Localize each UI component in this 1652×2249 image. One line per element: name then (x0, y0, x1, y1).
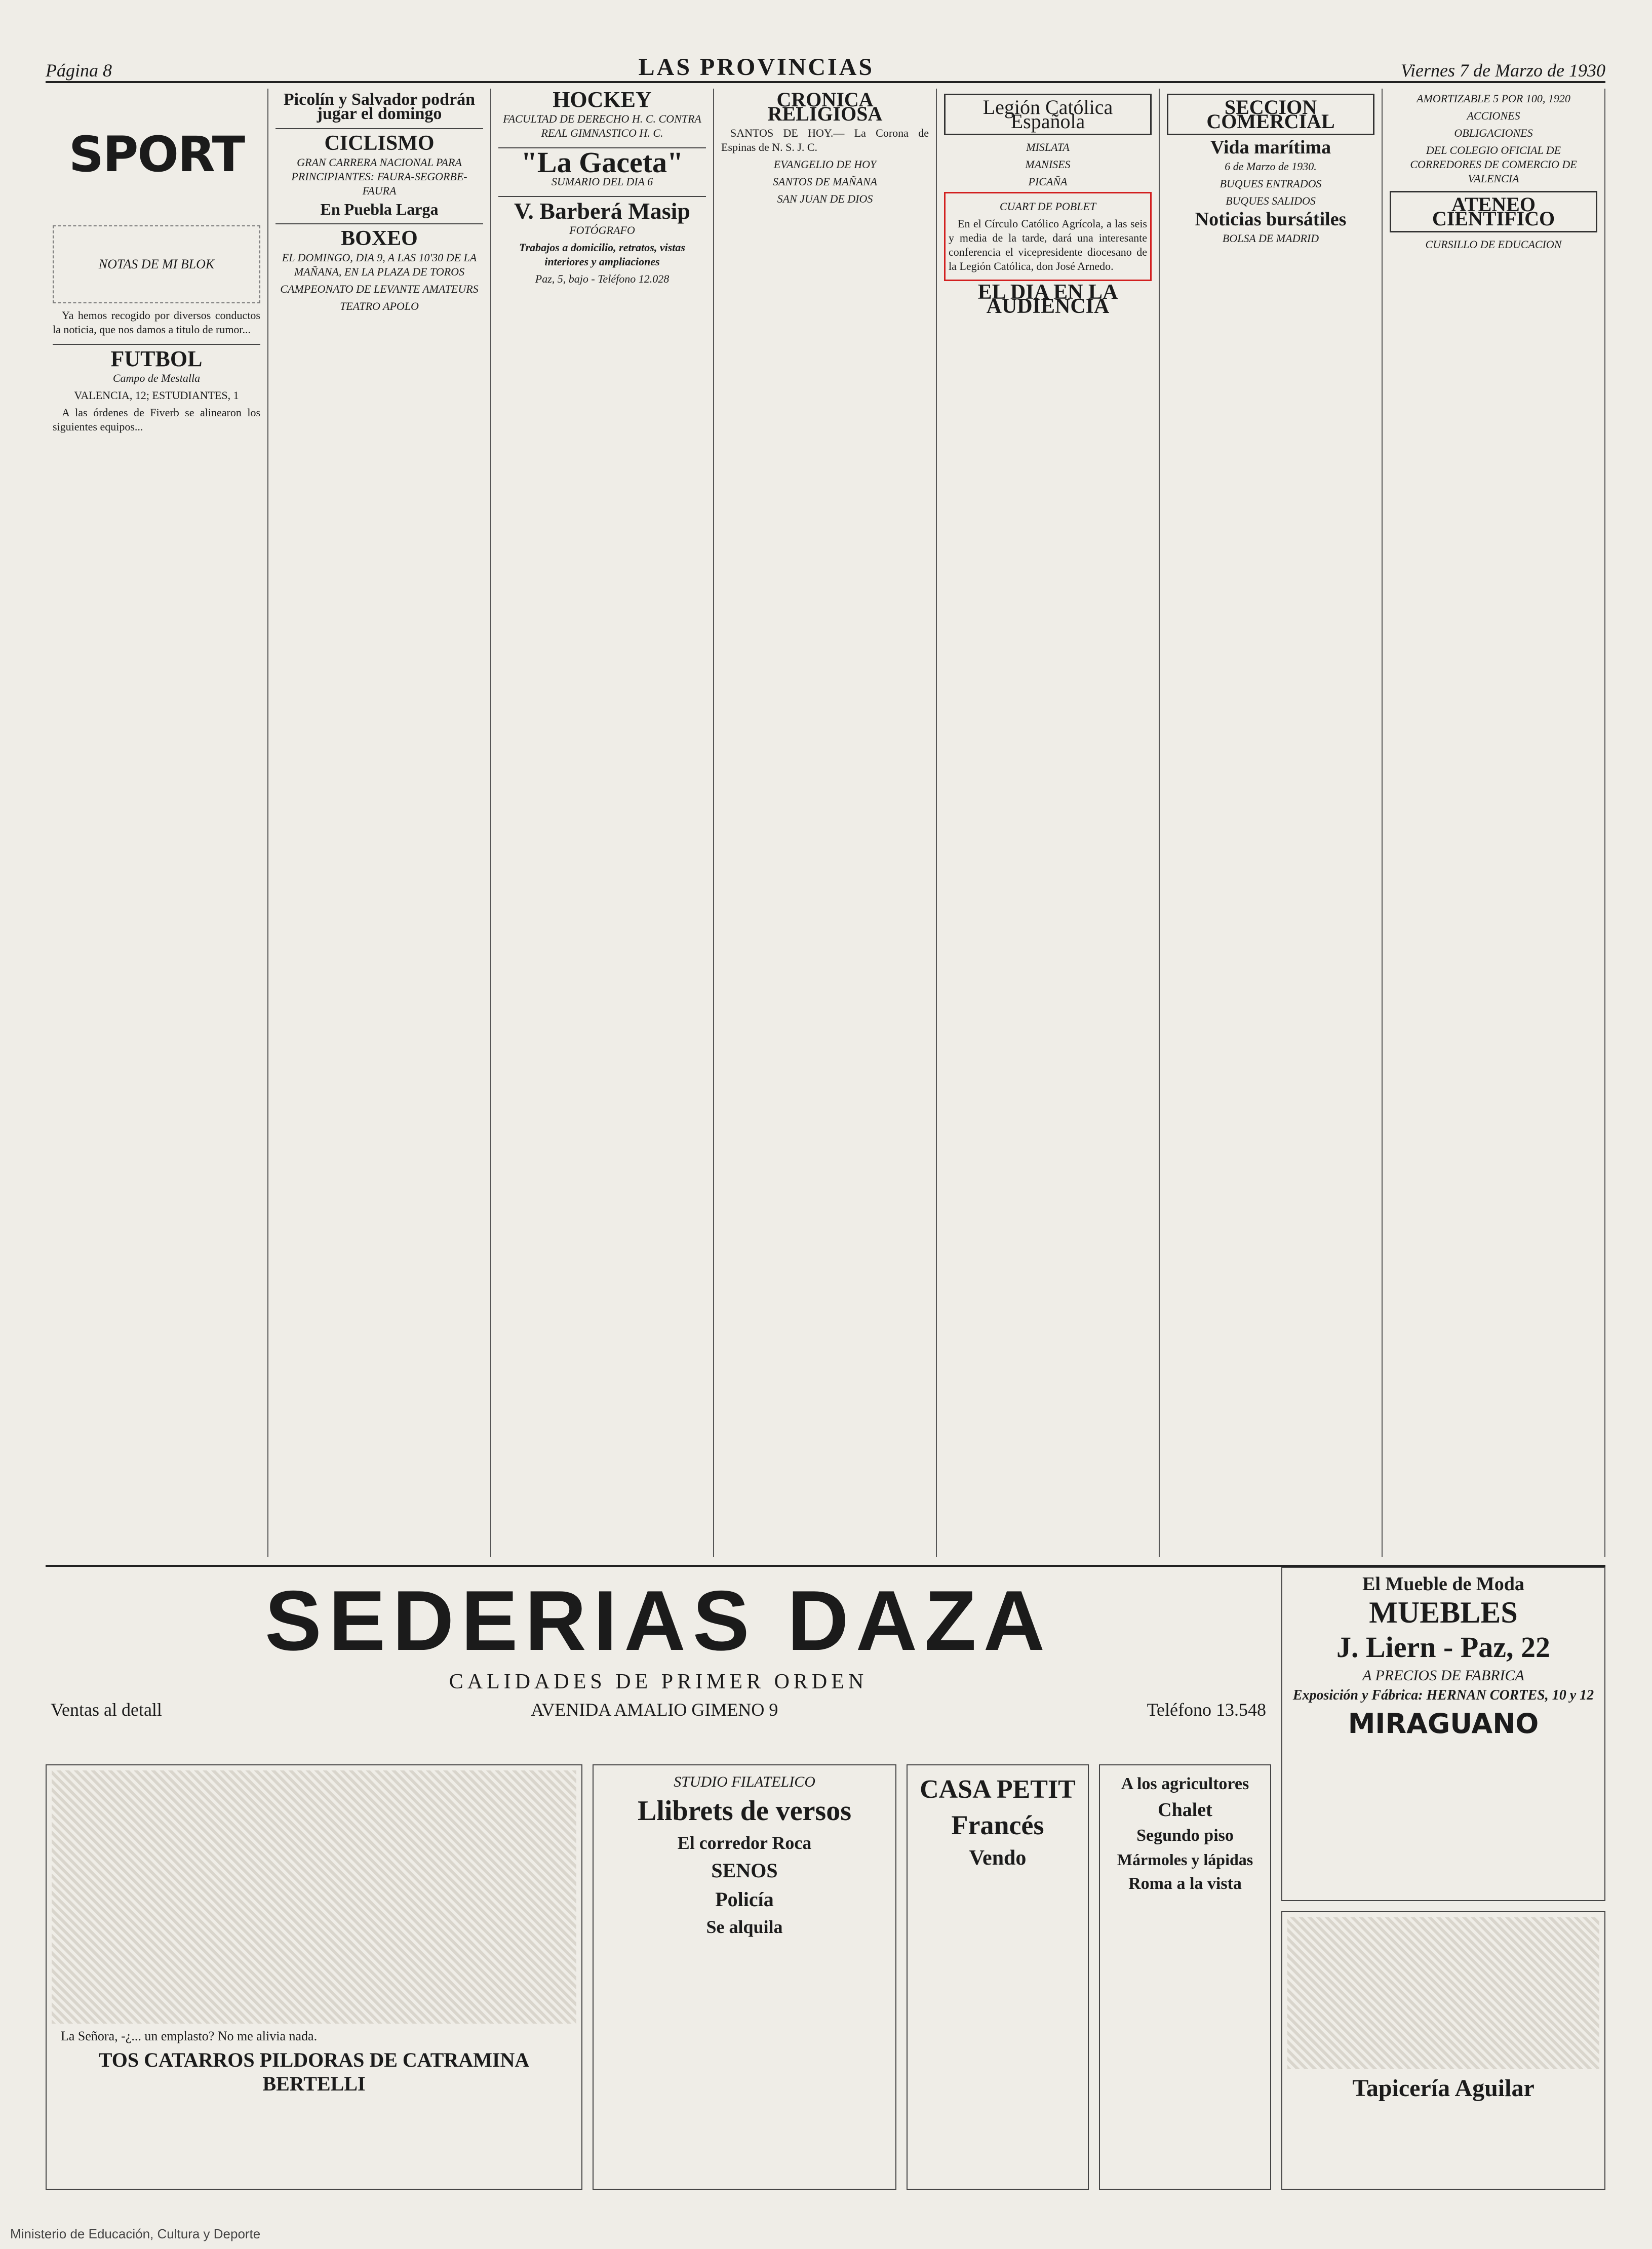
bolsa-madrid: BOLSA DE MADRID (1222, 232, 1319, 245)
se-alquila: Se alquila (706, 1917, 783, 1937)
santos-manana: SANTOS DE MAÑANA (772, 175, 878, 188)
tapiceria-ad (1281, 1911, 1605, 2190)
sport-intro: Ya hemos recogido por diversos conductos la noticia, que nos damos a titulo de rumor... (53, 309, 260, 336)
policia-ad: Policía (715, 1888, 774, 1911)
barbera-ad-body: Trabajos a domicilio, retratos, vistas interiores y ampliaciones (519, 241, 685, 268)
noticias-bursatiles: Noticias bursátiles (1195, 209, 1347, 230)
barbera-ad-role: FOTÓGRAFO (569, 224, 635, 236)
mislata-title: MISLATA (1026, 141, 1070, 153)
daza-subtitle: CALIDADES DE PRIMER ORDEN (449, 1670, 868, 1693)
muebles-title: MUEBLES (1369, 1596, 1518, 1629)
senos-ad: SENOS (711, 1859, 778, 1882)
boxing-subtitle: EL DOMINGO, DIA 9, A LAS 10'30 DE LA MAÑANA, EN LA PLAZA DE TOROS (282, 251, 477, 278)
mid-ads-2 (907, 1764, 1089, 2190)
emplasto-text: La Señora, -¿... un emplasto? No me alivia nada. (61, 2029, 318, 2043)
vida-date: 6 de Marzo de 1930. (1225, 160, 1317, 173)
cursillo-title: CURSILLO DE EDUCACION (1425, 238, 1562, 251)
cronica-title: CRONICA RELIGIOSA (767, 89, 883, 125)
teatro-apolo: TEATRO APOLO (340, 300, 419, 312)
sport-logo: SPORT (68, 126, 245, 183)
acciones-title: ACCIONES (1467, 109, 1520, 122)
gaceta-subtitle: SUMARIO DEL DIA 6 (551, 175, 653, 188)
page-number: Página 8 (46, 60, 112, 81)
picolin-headline: Picolín y Salvador podrán jugar el domingo (283, 90, 476, 123)
obligaciones-title: OBLIGACIONES (1454, 127, 1533, 139)
archive-note: Ministerio de Educación, Cultura y Deporte (10, 2226, 261, 2241)
cuart-de-poblet-block (944, 192, 1152, 281)
campo-title: Campo de Mestalla (112, 372, 201, 384)
divider (498, 196, 706, 197)
segundo-piso-ad: Segundo piso (1136, 1826, 1234, 1845)
buques-salidos: BUQUES SALIDOS (1226, 194, 1316, 207)
notas-logo: NOTAS DE MI BLOK (53, 225, 260, 303)
tapiceria-title: Tapicería Aguilar (1352, 2075, 1535, 2102)
catramina-title: TOS CATARROS PILDORAS DE CATRAMINA BERTELLI (98, 2048, 530, 2095)
legion-title: Legión Católica Española (944, 94, 1152, 135)
barbera-ad-name: V. Barberá Masip (514, 198, 690, 224)
futbol-title: FUTBOL (110, 346, 203, 371)
column-2 (268, 89, 491, 1557)
audiencia-title: EL DIA EN LA AUDIENCIA (977, 281, 1118, 318)
hockey-subtitle: FACULTAD DE DERECHO H. C. CONTRA REAL GIMNASTICO H. C. (503, 112, 701, 139)
divider (276, 128, 483, 129)
roma-ad: Roma a la vista (1128, 1874, 1242, 1893)
commercial-title: SECCION COMERCIAL (1167, 94, 1374, 135)
divider (276, 223, 483, 224)
evangelio-title: EVANGELIO DE HOY (773, 158, 877, 171)
mid-ads-3 (1099, 1764, 1271, 2190)
agricultores-ad: A los agricultores (1121, 1774, 1249, 1793)
hockey-title: HOCKEY (553, 89, 652, 112)
muebles-ad (1281, 1567, 1605, 1901)
mid-ads-1 (593, 1764, 896, 2190)
emplasto-illustration (52, 1770, 576, 2024)
ateneo-title: ATENEO CIENTIFICO (1390, 191, 1597, 232)
vida-maritima: Vida marítima (1210, 137, 1331, 158)
llibrets: Llibrets de versos (637, 1795, 852, 1827)
liern-expo: Exposición y Fábrica: HERNAN CORTES, 10 y 12 (1292, 1687, 1594, 1703)
frances-ad: Francés (951, 1810, 1044, 1840)
issue-date: Viernes 7 de Marzo de 1930 (1400, 60, 1605, 81)
column-6 (1160, 89, 1383, 1557)
cuart-body: En el Círculo Católico Agrícola, a las seis y media de la tarde, dará una interesante conferencia el vicepresidente diocesano de la Legión Católica, don José Arnedo. (949, 217, 1147, 272)
cuart-title: CUART DE POBLET (999, 200, 1096, 213)
armchair-illustration (1287, 1917, 1599, 2069)
daza-ad (46, 1567, 1271, 1759)
daza-phone: Teléfono 13.548 (1147, 1700, 1266, 1720)
boxeo-title: BOXEO (341, 227, 418, 250)
daza-address: AVENIDA AMALIO GIMENO 9 (531, 1700, 778, 1720)
match-score: VALENCIA, 12; ESTUDIANTES, 1 (74, 389, 239, 402)
vendo-ad: Vendo (969, 1846, 1027, 1870)
futbol-body: A las órdenes de Fiverb se alinearon los siguientes equipos... (53, 406, 260, 433)
boxing-championship: CAMPEONATO DE LEVANTE AMATEURS (280, 283, 479, 295)
column-3 (491, 89, 714, 1557)
corredor-roca: El corredor Roca (677, 1833, 812, 1853)
daza-left: Ventas al detall (51, 1700, 162, 1720)
page-header (46, 46, 1605, 83)
san-juan-title: SAN JUAN DE DIOS (777, 192, 873, 205)
emplasto-ad (46, 1764, 582, 2190)
column-7 (1383, 89, 1605, 1557)
casa-petit: CASA PETIT (920, 1775, 1076, 1804)
daza-row (51, 1699, 1266, 1720)
ciclismo-title: CICLISMO (324, 132, 435, 155)
marmoles-ad: Mármoles y lápidas (1117, 1850, 1253, 1869)
column-4 (714, 89, 937, 1557)
manises-title: MANISES (1025, 158, 1071, 171)
liern-sub: A PRECIOS DE FABRICA (1362, 1667, 1524, 1684)
cronica-item: SANTOS DE HOY.— La Corona de Espinas de N. S. J. C. (721, 127, 929, 153)
filatelico: STUDIO FILATELICO (674, 1773, 815, 1790)
liern-title: J. Liern - Paz, 22 (1336, 1631, 1551, 1664)
gaceta-title: "La Gaceta" (521, 146, 684, 179)
divider (53, 344, 260, 345)
column-5 (937, 89, 1160, 1557)
picana-title: PICAÑA (1028, 175, 1068, 188)
puebla-larga-title: En Puebla Larga (320, 200, 439, 218)
chalet-ad: Chalet (1158, 1799, 1212, 1821)
masthead: LAS PROVINCIAS (638, 54, 875, 81)
buques-entrados: BUQUES ENTRADOS (1220, 177, 1322, 190)
daza-title: SEDERIAS DAZA (264, 1573, 1052, 1668)
miraguano-logo: MIRAGUANO (1348, 1708, 1539, 1740)
barbera-ad-address: Paz, 5, bajo - Teléfono 12.028 (535, 272, 670, 285)
column-1 (46, 89, 268, 1557)
mueble-head: El Mueble de Moda (1362, 1573, 1524, 1595)
cycling-race: GRAN CARRERA NACIONAL PARA PRINCIPIANTES: FAURA-SEGORBE-FAURA (291, 156, 467, 197)
colegio-title: DEL COLEGIO OFICIAL DE CORREDORES DE COMERCIO DE VALENCIA (1410, 144, 1577, 185)
ads-section (46, 1565, 1605, 2195)
amortizable-title: AMORTIZABLE 5 POR 100, 1920 (1417, 92, 1570, 105)
